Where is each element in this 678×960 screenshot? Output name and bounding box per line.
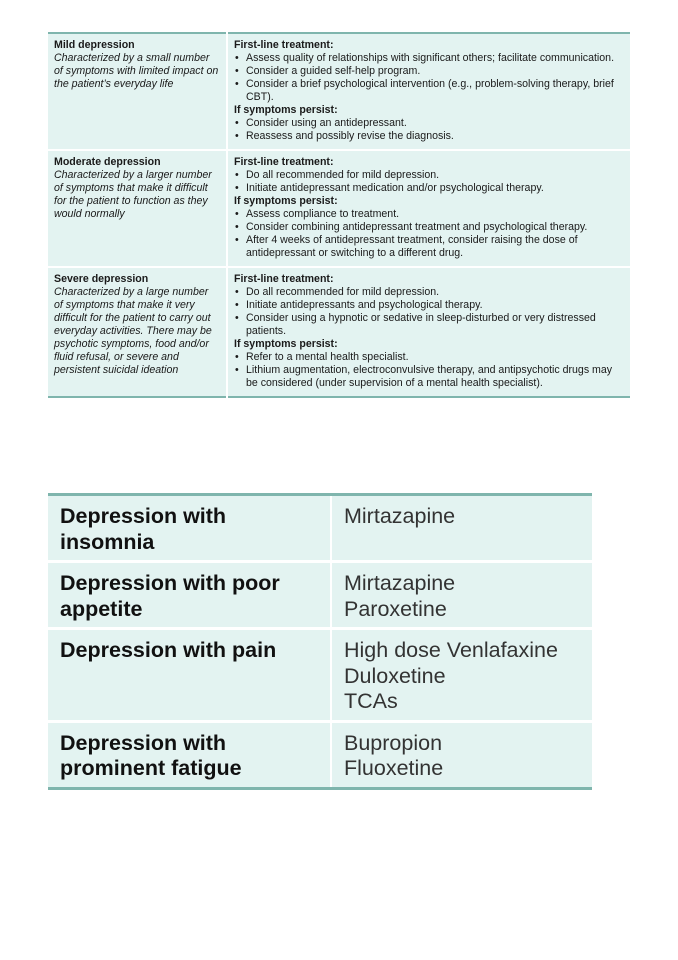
condition-cell: Depression with insomnia	[48, 495, 331, 562]
drugs-cell	[331, 629, 592, 722]
first-line-item: • Consider a guided self-help program.	[234, 65, 624, 78]
first-line-item: • Do all recommended for mild depression.	[234, 169, 624, 182]
first-line-list	[234, 169, 624, 195]
drug-row	[48, 629, 592, 722]
persist-item: • Refer to a mental health specialist.	[234, 351, 624, 364]
drug-name: Bupropion	[344, 730, 443, 755]
first-line-heading: First-line treatment:	[234, 273, 334, 285]
severity-title: Mild depression	[54, 39, 135, 51]
first-line-item: • Consider a brief psychological intervention (e.g., problem-solving therapy, brief CBT).	[234, 78, 624, 104]
condition-cell: Depression with prominent fatigue	[48, 721, 331, 788]
drug-name: Fluoxetine	[344, 756, 444, 780]
persist-item: • After 4 weeks of antidepressant treatment, consider raising the dose of antidepressant or switching to a different drug.	[234, 234, 624, 260]
depression-subtype-drug-table	[48, 493, 592, 790]
drug-table-body	[48, 495, 592, 789]
severity-title: Moderate depression	[54, 156, 161, 168]
severity-cell	[48, 33, 227, 150]
persist-item: • Lithium augmentation, electroconvulsive therapy, and antipsychotic drugs may be considered (under supervision of a mental health specialist).	[234, 364, 624, 390]
drug-row	[48, 495, 592, 562]
persist-item: • Consider using an antidepressant.	[234, 117, 624, 130]
first-line-list	[234, 52, 624, 104]
severity-description: Characterized by a larger number of symptoms that make it difficult for the patient to function as they would normally	[54, 169, 212, 220]
first-line-item: • Assess quality of relationships with significant others; facilitate communication.	[234, 52, 624, 65]
persist-heading: If symptoms persist:	[234, 104, 338, 116]
drug-row	[48, 562, 592, 629]
condition-cell: Depression with pain	[48, 629, 331, 722]
severity-title: Severe depression	[54, 273, 149, 285]
first-line-item: • Initiate antidepressant medication and/or psychological therapy.	[234, 182, 624, 195]
drug-row	[48, 721, 592, 788]
severity-cell	[48, 267, 227, 397]
treatment-cell	[227, 267, 630, 397]
severity-description: Characterized by a large number of symptoms that make it very difficult for the patient to carry out everyday activities. There may be psychotic symptoms, food and/or fluid refusal, or severe and persistent suicidal ideation	[54, 286, 212, 376]
drug-name: Duloxetine	[344, 663, 446, 688]
persist-item: • Reassess and possibly revise the diagnosis.	[234, 130, 624, 143]
severity-row	[48, 33, 630, 150]
drug-name: Mirtazapine	[344, 504, 456, 528]
first-line-item: • Consider using a hypnotic or sedative in sleep-disturbed or very distressed patients.	[234, 312, 624, 338]
severity-treatment-table	[48, 32, 630, 398]
persist-list	[234, 208, 624, 260]
first-line-list	[234, 286, 624, 338]
first-line-item: • Do all recommended for mild depression.	[234, 286, 624, 299]
treatment-cell	[227, 33, 630, 150]
persist-heading: If symptoms persist:	[234, 195, 338, 207]
severity-row	[48, 267, 630, 397]
severity-description: Characterized by a small number of symptoms with limited impact on the patient’s everyday life	[54, 52, 219, 90]
severity-row	[48, 150, 630, 267]
persist-item: • Consider combining antidepressant treatment and psychological therapy.	[234, 221, 624, 234]
drug-name: Paroxetine	[344, 596, 447, 621]
persist-heading: If symptoms persist:	[234, 338, 338, 350]
persist-item: • Assess compliance to treatment.	[234, 208, 624, 221]
drug-name: High dose Venlafaxine	[344, 638, 558, 662]
persist-list	[234, 117, 624, 143]
severity-cell	[48, 150, 227, 267]
first-line-heading: First-line treatment:	[234, 39, 334, 51]
first-line-heading: First-line treatment:	[234, 156, 334, 168]
drugs-cell	[331, 562, 592, 629]
first-line-item: • Initiate antidepressants and psychological therapy.	[234, 299, 624, 312]
drugs-cell	[331, 495, 592, 562]
drug-name: Mirtazapine	[344, 571, 456, 595]
treatment-cell	[227, 150, 630, 267]
drug-name: TCAs	[344, 689, 398, 713]
severity-table-body	[48, 33, 630, 397]
persist-list	[234, 351, 624, 390]
drugs-cell	[331, 721, 592, 788]
condition-cell: Depression with poor appetite	[48, 562, 331, 629]
